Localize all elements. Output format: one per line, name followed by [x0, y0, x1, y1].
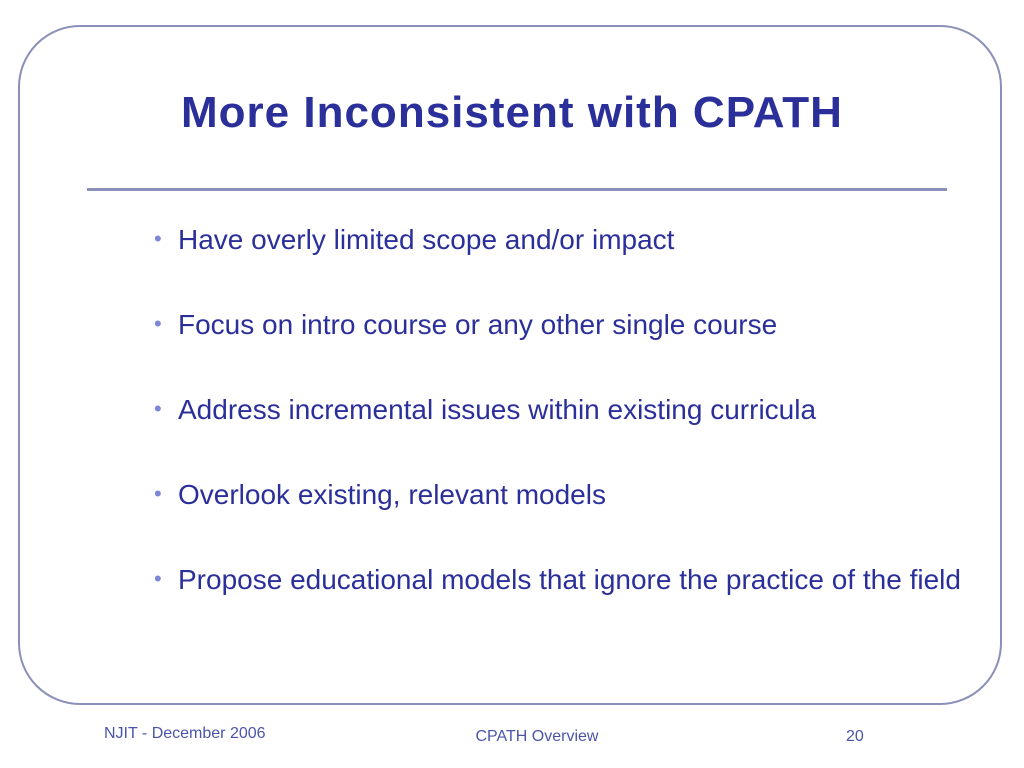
- footer-title: CPATH Overview: [475, 728, 599, 745]
- slide-title: More Inconsistent with CPATH: [181, 88, 843, 137]
- bullet-icon: •: [154, 481, 162, 506]
- bullet-item: [148, 220, 988, 260]
- bullet-list: [148, 220, 988, 645]
- bullet-text: Focus on intro course or any other single course: [178, 309, 778, 340]
- bullet-icon: •: [154, 226, 162, 251]
- bullet-text: Overlook existing, relevant models: [178, 479, 606, 510]
- bullet-item: [148, 390, 988, 430]
- slide-number: 20: [846, 728, 864, 745]
- bullet-item: [148, 475, 988, 515]
- bullet-icon: •: [154, 311, 162, 336]
- bullet-item: [148, 560, 988, 600]
- bullet-item: [148, 305, 988, 345]
- bullet-icon: •: [154, 396, 162, 421]
- bullet-text: Have overly limited scope and/or impact: [178, 224, 675, 255]
- bullet-icon: •: [154, 566, 162, 591]
- bullet-text: Address incremental issues within existing curricula: [178, 394, 817, 425]
- bullet-text: Propose educational models that ignore the practice of the field: [178, 564, 961, 595]
- title-divider: [87, 188, 947, 191]
- footer-date: NJIT - December 2006: [104, 725, 266, 742]
